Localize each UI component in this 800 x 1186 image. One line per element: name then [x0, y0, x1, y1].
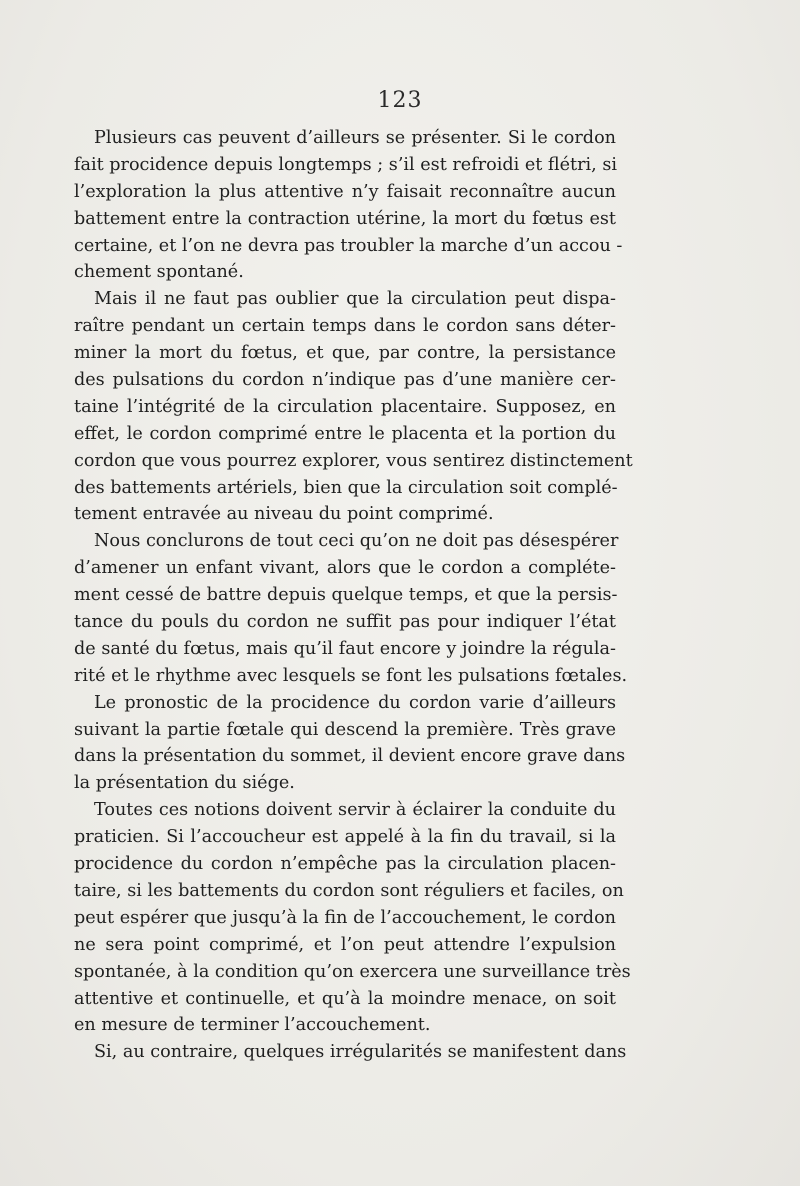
paragraph-line: ne sera point comprimé, et l’on peut attendre l’expulsion [74, 934, 616, 955]
paragraph-line: taire, si les battements du cordon sont réguliers et faciles, on [74, 880, 624, 901]
paragraph-line: praticien. Si l’accoucheur est appelé à la fin du travail, si la [74, 827, 616, 848]
paragraph-line: fait procidence depuis longtemps ; s’il est refroidi et flétri, si [74, 154, 617, 175]
paragraph-line: dans la présentation du sommet, il devient encore grave dans [74, 746, 626, 767]
paragraph-line: raître pendant un certain temps dans le cordon sans déter- [74, 316, 616, 337]
paragraph-first-line: Si, au contraire, quelques irrégularités se manifestent dans [94, 1042, 627, 1063]
paragraph-line: procidence du cordon n’empêche pas la circulation placen- [74, 854, 616, 875]
paragraph-line: des battements artériels, bien que la circulation soit complé- [74, 477, 618, 498]
paragraph-line: taine l’intégrité de la circulation placentaire. Supposez, en [74, 396, 616, 417]
paragraph-line: des pulsations du cordon n’indique pas d’une manière cer- [74, 370, 616, 391]
paragraph-line: la présentation du siége. [74, 773, 295, 794]
paragraph-line: d’amener un enfant vivant, alors que le cordon a compléte- [74, 558, 616, 579]
paragraph-line: spontanée, à la condition qu’on exercera une surveillance très [74, 961, 631, 982]
paragraph-first-line: Nous conclurons de tout ceci qu’on ne doit pas désespérer [94, 531, 619, 552]
paragraph-first-line: Plusieurs cas peuvent d’ailleurs se présenter. Si le cordon [94, 128, 616, 148]
paragraph-line: cordon que vous pourrez explorer, vous sentirez distinctement [74, 450, 633, 471]
body-text [74, 125, 633, 1066]
paragraph-line: rité et le rhythme avec lesquels se font les pulsations fœtales. [74, 665, 628, 686]
paragraph-line: de santé du fœtus, mais qu’il faut encore y joindre la régula- [74, 638, 616, 659]
page-number: 123 [377, 88, 423, 113]
paragraph-line: certaine, et l’on ne devra pas troubler la marche d’un accou - [74, 235, 623, 256]
paragraph-line: tance du pouls du cordon ne suffit pas pour indiquer l’état [74, 612, 616, 633]
paragraph-first-line: Le pronostic de la procidence du cordon varie d’ailleurs [94, 692, 616, 713]
paragraph-line: peut espérer que jusqu’à la fin de l’accouchement, le cordon [74, 907, 616, 928]
paragraph-line: miner la mort du fœtus, et que, par contre, la persistance [74, 343, 616, 364]
paragraph-first-line: Toutes ces notions doivent servir à éclairer la conduite du [94, 800, 616, 821]
paragraph-line: tement entravée au niveau du point comprimé. [74, 504, 494, 525]
paragraph-line: ment cessé de battre depuis quelque temps, et que la persis- [74, 585, 618, 606]
paragraph-line: en mesure de terminer l’accouchement. [74, 1015, 431, 1036]
paragraph-line: suivant la partie fœtale qui descend la première. Très grave [74, 719, 616, 740]
paragraph-line: attentive et continuelle, et qu’à la moindre menace, on soit [74, 988, 616, 1009]
paragraph-line: battement entre la contraction utérine, la mort du fœtus est [74, 208, 616, 229]
paragraph-line: chement spontané. [74, 262, 244, 283]
paragraph-first-line: Mais il ne faut pas oublier que la circulation peut dispa- [94, 289, 616, 310]
paragraph-line: effet, le cordon comprimé entre le placenta et la portion du [74, 423, 616, 444]
paragraph-line: l’exploration la plus attentive n’y faisait reconnaître aucun [74, 181, 616, 202]
